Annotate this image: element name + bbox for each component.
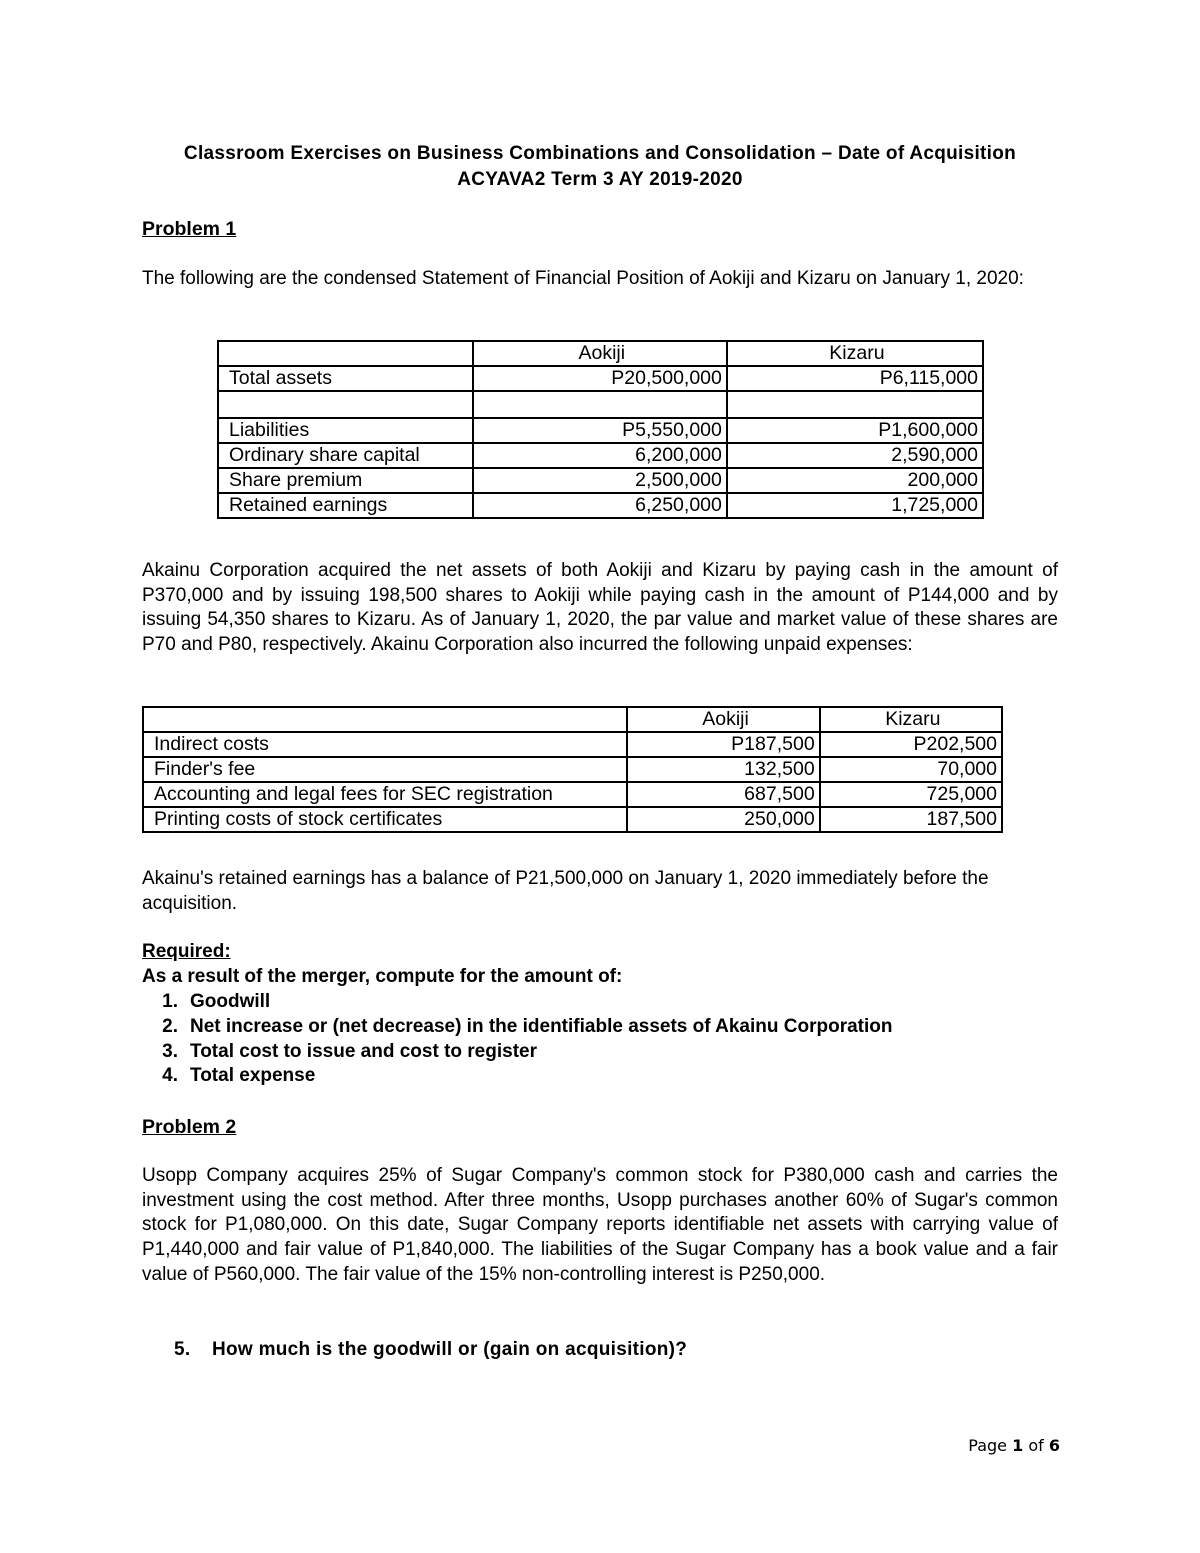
table-cell: 187,500 <box>820 807 1002 832</box>
table-cell: P20,500,000 <box>473 366 727 391</box>
table-cell: Finder's fee <box>143 757 627 782</box>
financial-position-table <box>217 340 984 519</box>
list-item-text: Goodwill <box>190 991 271 1012</box>
unpaid-expenses-table <box>142 706 1003 833</box>
table-cell <box>727 391 983 418</box>
page-word: Page <box>968 1436 1008 1455</box>
table-header-row <box>143 707 1002 732</box>
problem-1-intro: The following are the condensed Statement of Financial Position of Aokiji and Kizaru on January 1, 2020: <box>142 268 1024 289</box>
of-word: of <box>1028 1436 1044 1455</box>
table-row <box>143 807 1002 832</box>
table-cell: Ordinary share capital <box>218 443 473 468</box>
problem-2-description: Usopp Company acquires 25% of Sugar Company's common stock for P380,000 cash and carries the investment using the cost method. After three months, Usopp purchases another 60% of Sugar's common stock for P1,080,000. On this date, Sugar Company reports identifiable net assets with carrying value of P1,440,000 and fair value of P1,840,000. The liabilities of the Sugar Company has a book value and a fair value of P560,000. The fair value of the 15% non-controlling interest is P250,000. <box>142 1165 1058 1285</box>
page-number <box>968 1436 1060 1455</box>
list-item-text: Total cost to issue and cost to register <box>190 1040 537 1062</box>
table-cell: Indirect costs <box>143 732 627 757</box>
table-cell: P5,550,000 <box>473 418 727 443</box>
list-item-number: 3. <box>162 1040 178 1062</box>
table-cell: Accounting and legal fees for SEC registration <box>143 782 627 807</box>
table-cell: 687,500 <box>627 782 819 807</box>
question-text: How much is the goodwill or (gain on acquisition)? <box>212 1339 688 1360</box>
table-cell: P187,500 <box>627 732 819 757</box>
table-row <box>143 732 1002 757</box>
table-row <box>218 391 983 418</box>
list-item <box>142 990 892 1015</box>
table-cell: 132,500 <box>627 757 819 782</box>
list-item-number: 2. <box>162 1015 178 1037</box>
table-cell: P6,115,000 <box>727 366 983 391</box>
table-row <box>218 493 983 518</box>
required-list <box>142 990 892 1089</box>
list-item-number: 1. <box>162 991 178 1012</box>
table-cell: 2,590,000 <box>727 443 983 468</box>
retained-earnings-note: Akainu's retained earnings has a balance of P21,500,000 on January 1, 2020 immediately before the acquisition. <box>142 868 989 914</box>
list-item-number: 4. <box>162 1065 178 1087</box>
table-cell: P202,500 <box>820 732 1002 757</box>
document-title: Classroom Exercises on Business Combinations and Consolidation – Date of Acquisition <box>183 143 1017 164</box>
current-page: 1 <box>1012 1436 1024 1455</box>
question-5 <box>174 1339 687 1361</box>
table-row <box>218 418 983 443</box>
table-cell: 250,000 <box>627 807 819 832</box>
table-cell: Share premium <box>218 468 473 493</box>
table-cell: 70,000 <box>820 757 1002 782</box>
table-cell <box>473 391 727 418</box>
table-header-cell <box>218 341 473 366</box>
table-header-cell: Kizaru <box>727 341 983 366</box>
table-cell: P1,600,000 <box>727 418 983 443</box>
table-header-cell: Kizaru <box>820 707 1002 732</box>
document-subtitle: ACYAVA2 Term 3 AY 2019-2020 <box>457 169 743 190</box>
required-heading: Required: <box>142 941 231 962</box>
problem-1-heading: Problem 1 <box>142 218 237 240</box>
list-item-text: Net increase or (net decrease) in the identifiable assets of Akainu Corporation <box>190 1015 893 1037</box>
table-cell: 6,250,000 <box>473 493 727 518</box>
table-row <box>218 443 983 468</box>
table-cell: 2,500,000 <box>473 468 727 493</box>
table-cell: Printing costs of stock certificates <box>143 807 627 832</box>
table-row <box>218 468 983 493</box>
table-cell <box>218 391 473 418</box>
list-item <box>142 1040 892 1065</box>
table-header-row <box>218 341 983 366</box>
total-pages: 6 <box>1048 1436 1060 1455</box>
table-row <box>143 782 1002 807</box>
table-cell: 200,000 <box>727 468 983 493</box>
table-header-cell: Aokiji <box>627 707 819 732</box>
list-item <box>142 1015 892 1040</box>
problem-1-description: Akainu Corporation acquired the net assets of both Aokiji and Kizaru by paying cash in the amount of P370,000 and by issuing 198,500 shares to Aokiji while paying cash in the amount of P144,000 and by issuing 54,350 shares to Kizaru. As of January 1, 2020, the par value and market value of these shares are P70 and P80, respectively. Akainu Corporation also incurred the following unpaid expenses: <box>142 560 1058 656</box>
table-row <box>143 757 1002 782</box>
table-header-cell: Aokiji <box>473 341 727 366</box>
list-item <box>142 1064 892 1089</box>
required-lead: As a result of the merger, compute for the amount of: <box>142 966 623 987</box>
table-cell: Total assets <box>218 366 473 391</box>
table-cell: 725,000 <box>820 782 1002 807</box>
table-cell: 6,200,000 <box>473 443 727 468</box>
table-cell: Liabilities <box>218 418 473 443</box>
table-row <box>218 366 983 391</box>
question-number: 5. <box>174 1339 191 1360</box>
table-header-cell <box>143 707 627 732</box>
problem-2-heading: Problem 2 <box>142 1116 237 1138</box>
table-cell: 1,725,000 <box>727 493 983 518</box>
table-cell: Retained earnings <box>218 493 473 518</box>
list-item-text: Total expense <box>190 1065 316 1087</box>
